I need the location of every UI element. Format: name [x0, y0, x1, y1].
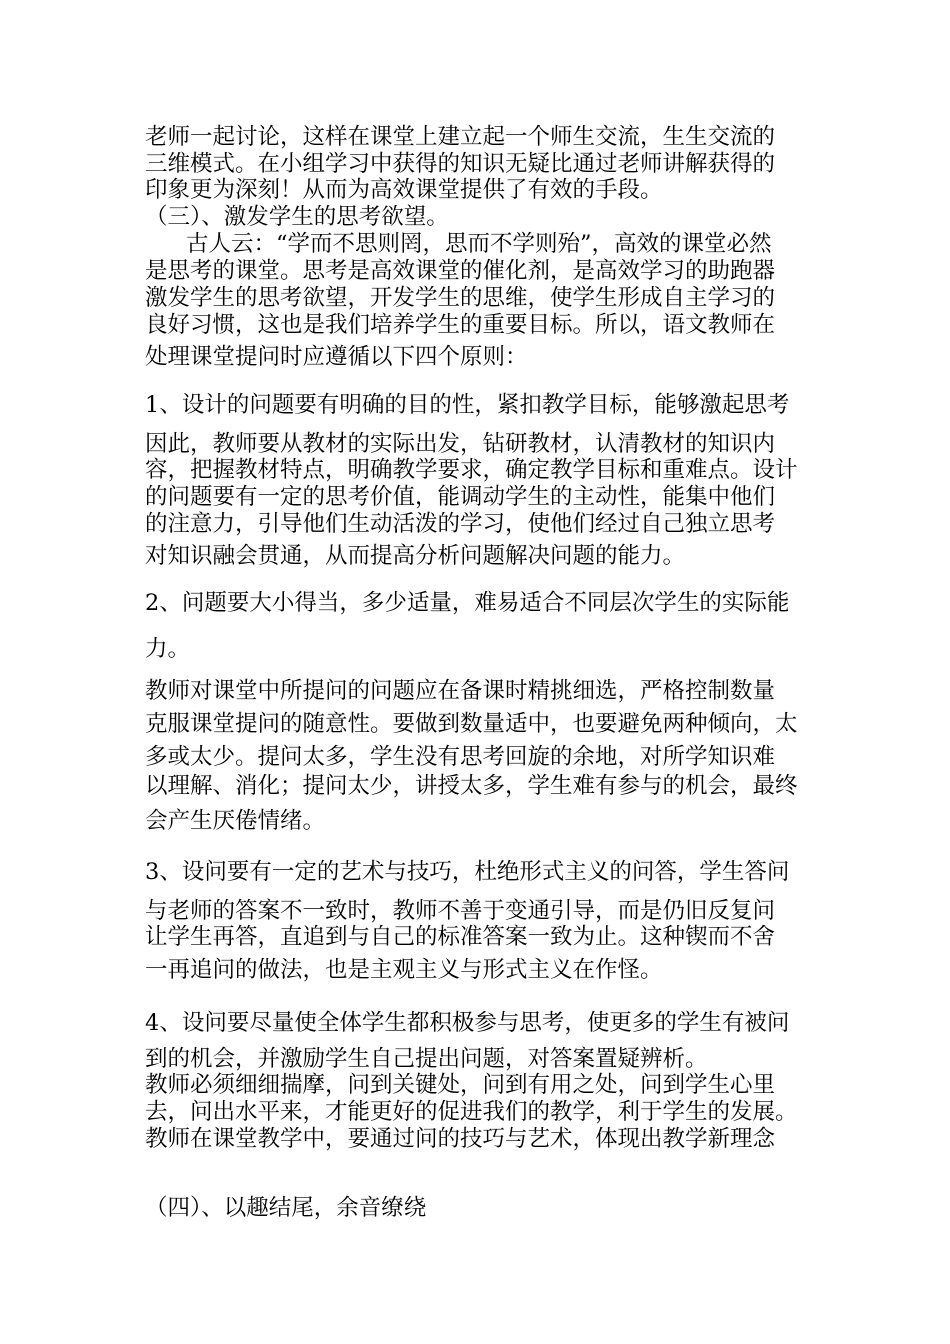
text-line: 处理课堂提问时应遵循以下四个原则：: [145, 344, 528, 370]
text-line: 1、设计的问题要有明确的目的性，紧扣教学目标，能够激起思考: [145, 392, 790, 418]
section-heading: （四）、以趣结尾，余音缭绕: [145, 1195, 427, 1221]
text-line: 良好习惯，这也是我们培养学生的重要目标。所以，语文教师在: [145, 312, 776, 338]
text-line: 是思考的课堂。思考是高效课堂的催化剂，是高效学习的助跑器: [145, 258, 776, 284]
text-line: 老师一起讨论，这样在课堂上建立起一个师生交流，生生交流的: [145, 124, 776, 150]
text-line: 的注意力，引导他们生动活泼的学习，使他们经过自己独立思考: [145, 511, 776, 537]
text-line: 力。: [145, 636, 191, 662]
text-line: 的问题要有一定的思考价值，能调动学生的主动性，能集中他们: [145, 484, 776, 510]
text-line: 印象更为深刻！从而为高效课堂提供了有效的手段。: [145, 177, 663, 203]
text-line: 与老师的答案不一致时，教师不善于变通引导，而是仍旧反复问: [145, 898, 776, 924]
text-line: 古人云：“学而不思则罔，思而不学则殆”，高效的课堂必然: [186, 231, 772, 257]
text-line: 到的机会，并激励学生自己提出问题，对答案置疑辨析。: [145, 1046, 708, 1072]
text-line: 2、问题要大小得当，多少适量，难易适合不同层次学生的实际能: [145, 590, 790, 616]
text-line: 3、设问要有一定的艺术与技巧，杜绝形式主义的问答，学生答问: [145, 859, 790, 885]
text-line: 4、设问要尽量使全体学生都积极参与思考，使更多的学生有被问: [145, 1010, 790, 1036]
text-line: 教师在课堂教学中，要通过问的技巧与艺术，体现出教学新理念: [145, 1126, 776, 1152]
text-line: 激发学生的思考欲望，开发学生的思维，使学生形成自主学习的: [145, 285, 776, 311]
text-line: 因此，教师要从教材的实际出发，钻研教材，认清教材的知识内: [145, 431, 776, 457]
text-line: 教师必须细细揣摩，问到关键处，问到有用之处，问到学生心里: [145, 1072, 776, 1098]
text-line: 以理解、消化；提问太少，讲授太多，学生难有参与的机会，最终: [145, 773, 798, 799]
text-line: 克服课堂提问的随意性。要做到数量适中，也要避免两种倾向，太: [145, 711, 798, 737]
section-heading: （三）、激发学生的思考欲望。: [145, 204, 449, 230]
text-line: 三维模式。在小组学习中获得的知识无疑比通过老师讲解获得的: [145, 151, 776, 177]
text-line: 容，把握教材特点，明确教学要求，确定教学目标和重难点。设计: [145, 457, 798, 483]
text-line: 会产生厌倦情绪。: [145, 808, 326, 834]
text-line: 让学生再答，直追到与自己的标准答案一致为止。这种锲而不舍: [145, 924, 776, 950]
text-line: 对知识融会贯通，从而提高分析问题解决问题的能力。: [145, 543, 686, 569]
text-line: 去，问出水平来，才能更好的促进我们的教学，利于学生的发展。: [145, 1099, 798, 1125]
text-line: 多或太少。提问太多，学生没有思考回旋的余地，对所学知识难: [145, 744, 776, 770]
text-line: 教师对课堂中所提问的问题应在备课时精挑细选，严格控制数量: [145, 678, 776, 704]
text-line: 一再追问的做法，也是主观主义与形式主义在作怪。: [145, 957, 663, 983]
